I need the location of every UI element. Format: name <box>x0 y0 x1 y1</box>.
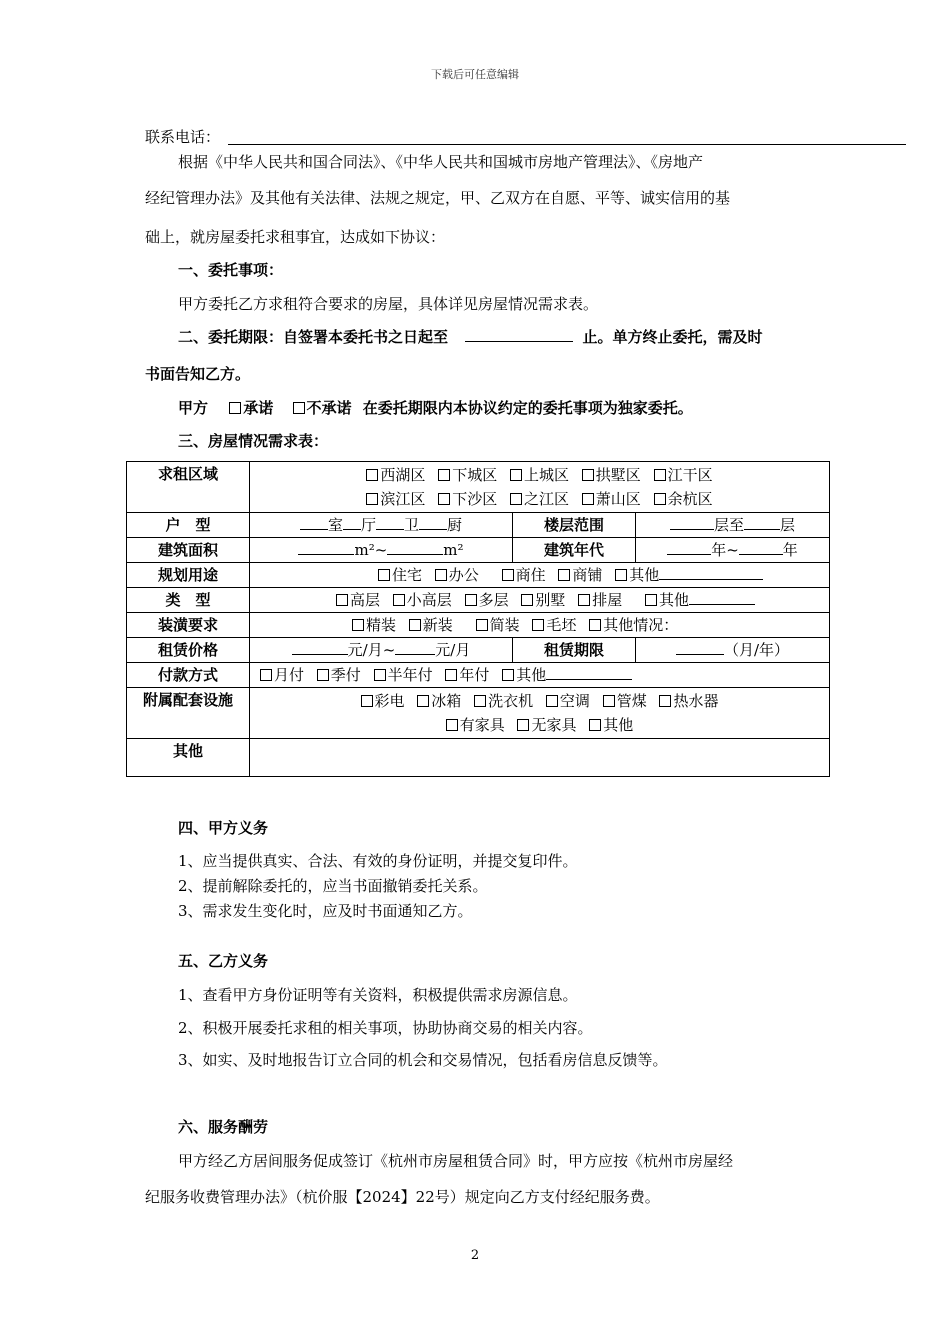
section-1-text: 甲方委托乙方求租符合要求的房屋，具体详见房屋情况需求表。 <box>178 295 599 313</box>
unit: 元/月 <box>435 641 471 659</box>
year-field[interactable] <box>636 538 830 563</box>
use-option[interactable] <box>378 563 422 587</box>
unit: 室 <box>327 516 343 534</box>
type-option[interactable] <box>336 588 380 612</box>
other-label: 其他 <box>127 739 250 777</box>
use-options <box>250 563 830 588</box>
option-label: 简装 <box>489 616 520 634</box>
requirement-table <box>126 461 830 777</box>
section-1-title: 一、委托事项： <box>178 261 284 279</box>
option-label: 西湖区 <box>380 466 426 484</box>
checkbox[interactable] <box>517 719 529 731</box>
option-label: 精装 <box>366 616 397 634</box>
promise-label: 承诺 <box>243 399 274 417</box>
option-label: 商铺 <box>572 566 603 584</box>
use-option[interactable] <box>435 563 479 587</box>
year-label: 建筑年代 <box>513 538 636 563</box>
checkbox-no-promise[interactable] <box>293 402 305 414</box>
facility-label: 附属配套设施 <box>127 688 250 739</box>
type-options <box>250 588 830 613</box>
checkbox[interactable] <box>435 569 447 581</box>
option-label: 有家具 <box>459 716 505 734</box>
option-label: 其他 <box>629 566 660 584</box>
checkbox[interactable] <box>361 695 373 707</box>
area-option[interactable] <box>654 487 713 511</box>
use-label: 规划用途 <box>127 563 250 588</box>
section-5-item-3: 3、如实、及时地报告订立合同的机会和交易情况，包括看房信息反馈等。 <box>178 1051 668 1069</box>
checkbox[interactable] <box>446 719 458 731</box>
type-option[interactable] <box>393 588 452 612</box>
checkbox[interactable] <box>654 493 666 505</box>
facility-options <box>250 688 830 739</box>
option-label: 别墅 <box>535 591 566 609</box>
option-label: 其他情况： <box>603 616 679 634</box>
deco-option[interactable] <box>352 613 396 637</box>
option-label: 余杭区 <box>667 490 713 508</box>
checkbox[interactable] <box>438 493 450 505</box>
checkbox[interactable] <box>546 695 558 707</box>
area-options <box>250 462 830 513</box>
checkbox[interactable] <box>582 493 594 505</box>
facility-option[interactable] <box>446 713 505 737</box>
other-field[interactable] <box>250 739 830 777</box>
checkbox[interactable] <box>465 594 477 606</box>
option-label: 商住 <box>515 566 546 584</box>
checkbox[interactable] <box>502 569 514 581</box>
option-label: 月付 <box>274 666 305 684</box>
checkbox[interactable] <box>317 669 329 681</box>
floor-label: 楼层范围 <box>513 513 636 538</box>
checkbox[interactable] <box>532 619 544 631</box>
page-number: 2 <box>470 1248 480 1263</box>
checkbox[interactable] <box>582 469 594 481</box>
checkbox[interactable] <box>502 669 514 681</box>
area-option[interactable] <box>582 487 641 511</box>
checkbox[interactable] <box>474 695 486 707</box>
exclusive-party: 甲方 <box>178 399 209 417</box>
option-label: 其他 <box>658 591 689 609</box>
pay-option[interactable] <box>374 663 433 687</box>
section-2-title-a: 二、委托期限：自签署本委托书之日起至 <box>178 328 449 346</box>
facility-option[interactable] <box>474 689 533 713</box>
floor-field[interactable] <box>636 513 830 538</box>
checkbox[interactable] <box>417 695 429 707</box>
area-option[interactable] <box>438 463 497 487</box>
type-label: 类 型 <box>127 588 250 613</box>
checkbox[interactable] <box>393 594 405 606</box>
pay-option[interactable] <box>445 663 489 687</box>
intro-line-1: 根据《中华人民共和国合同法》、《中华人民共和国城市房地产管理法》、《房地产 <box>178 153 704 171</box>
option-label: 其他 <box>516 666 547 684</box>
checkbox[interactable] <box>645 594 657 606</box>
checkbox[interactable] <box>589 619 601 631</box>
section-4-item-3: 3、需求发生变化时，应及时书面通知乙方。 <box>178 902 473 920</box>
checkbox[interactable] <box>589 719 601 731</box>
section-4-item-1: 1、应当提供真实、合法、有效的身份证明，并提交复印件。 <box>178 852 578 870</box>
checkbox[interactable] <box>438 469 450 481</box>
deco-option[interactable] <box>589 613 678 637</box>
checkbox[interactable] <box>521 594 533 606</box>
option-label: 季付 <box>330 666 361 684</box>
checkbox[interactable] <box>366 469 378 481</box>
area-option[interactable] <box>510 487 569 511</box>
option-label: 萧山区 <box>595 490 641 508</box>
facility-option[interactable] <box>659 689 718 713</box>
checkbox[interactable] <box>378 569 390 581</box>
type-option[interactable] <box>465 588 509 612</box>
unit: 厅 <box>360 516 376 534</box>
deco-options <box>250 613 830 638</box>
phone-label: 联系电话： <box>145 128 221 146</box>
type-option[interactable] <box>645 588 755 612</box>
pay-label: 付款方式 <box>127 663 250 688</box>
option-label: 之江区 <box>523 490 569 508</box>
unit: 卫 <box>404 516 420 534</box>
use-option[interactable] <box>615 563 763 587</box>
facility-option[interactable] <box>603 689 647 713</box>
option-label: 下沙区 <box>452 490 498 508</box>
deco-option[interactable] <box>476 613 520 637</box>
checkbox[interactable] <box>654 469 666 481</box>
size-field[interactable] <box>250 538 513 563</box>
unit: m²~ <box>354 541 388 559</box>
term-end-blank[interactable] <box>465 327 573 342</box>
area-option[interactable] <box>654 463 713 487</box>
checkbox[interactable] <box>445 669 457 681</box>
deco-label: 装潢要求 <box>127 613 250 638</box>
option-label: 新装 <box>422 616 453 634</box>
facility-option[interactable] <box>589 713 633 737</box>
type-option[interactable] <box>521 588 565 612</box>
unit: 层至 <box>713 516 744 534</box>
checkbox[interactable] <box>336 594 348 606</box>
phone-field-line[interactable] <box>228 144 906 145</box>
option-label: 住宅 <box>392 566 423 584</box>
checkbox[interactable] <box>476 619 488 631</box>
option-label: 热水器 <box>673 692 719 710</box>
price-field[interactable] <box>250 638 513 663</box>
option-label: 洗衣机 <box>488 692 534 710</box>
use-option[interactable] <box>558 563 602 587</box>
checkbox[interactable] <box>558 569 570 581</box>
pay-option[interactable] <box>260 663 304 687</box>
price-label: 租赁价格 <box>127 638 250 663</box>
checkbox[interactable] <box>352 619 364 631</box>
section-2-title-b: 止。单方终止委托，需及时 <box>582 328 763 346</box>
option-label: 彩电 <box>374 692 405 710</box>
deco-option[interactable] <box>532 613 576 637</box>
section-6-line-2: 纪服务收费管理办法》（杭价服【2024】22号）规定向乙方支付经纪服务费。 <box>145 1188 660 1206</box>
unit: 年~ <box>711 541 739 559</box>
facility-option[interactable] <box>546 689 590 713</box>
section-4-title: 四、甲方义务 <box>178 819 269 837</box>
size-label: 建筑面积 <box>127 538 250 563</box>
page-header: 下载后可任意编辑 <box>431 68 519 81</box>
pay-option[interactable] <box>317 663 361 687</box>
area-label: 求租区域 <box>127 462 250 513</box>
option-label: 年付 <box>459 666 490 684</box>
deco-option[interactable] <box>409 613 453 637</box>
option-label: 下城区 <box>452 466 498 484</box>
section-2-title-c: 书面告知乙方。 <box>145 365 251 383</box>
pay-options <box>250 663 830 688</box>
section-2-title <box>178 327 763 347</box>
section-4-item-2: 2、提前解除委托的，应当书面撤销委托关系。 <box>178 877 488 895</box>
term-field[interactable] <box>636 638 830 663</box>
unit: （月/年） <box>723 641 790 659</box>
facility-option[interactable] <box>517 713 576 737</box>
section-5-item-1: 1、查看甲方身份证明等有关资料，积极提供需求房源信息。 <box>178 986 578 1004</box>
section-6-line-1: 甲方经乙方居间服务促成签订《杭州市房屋租赁合同》时，甲方应按《杭州市房屋经 <box>178 1152 734 1170</box>
unit: 厨 <box>447 516 463 534</box>
intro-line-3: 础上，就房屋委托求租事宜，达成如下协议： <box>145 228 446 246</box>
option-label: 空调 <box>559 692 590 710</box>
unit: m² <box>443 541 464 559</box>
facility-option[interactable] <box>417 689 461 713</box>
option-label: 半年付 <box>387 666 433 684</box>
option-label: 冰箱 <box>431 692 462 710</box>
checkbox[interactable] <box>374 669 386 681</box>
area-option[interactable] <box>366 463 425 487</box>
checkbox[interactable] <box>615 569 627 581</box>
area-option[interactable] <box>366 487 425 511</box>
checkbox[interactable] <box>603 695 615 707</box>
checkbox[interactable] <box>510 469 522 481</box>
option-label: 高层 <box>350 591 381 609</box>
checkbox[interactable] <box>659 695 671 707</box>
type-option[interactable] <box>578 588 622 612</box>
use-option[interactable] <box>502 563 546 587</box>
term-label: 租赁期限 <box>513 638 636 663</box>
checkbox[interactable] <box>409 619 421 631</box>
intro-line-2: 经纪管理办法》及其他有关法律、法规之规定，甲、乙双方在自愿、平等、诚实信用的基 <box>145 189 731 207</box>
checkbox[interactable] <box>578 594 590 606</box>
option-label: 办公 <box>448 566 479 584</box>
section-3-title: 三、房屋情况需求表： <box>178 432 329 450</box>
section-5-item-2: 2、积极开展委托求租的相关事项，协助协商交易的相关内容。 <box>178 1019 593 1037</box>
option-label: 管煤 <box>616 692 647 710</box>
option-label: 多层 <box>478 591 509 609</box>
option-label: 其他 <box>603 716 634 734</box>
pay-option[interactable] <box>502 663 632 687</box>
exclusive-text: 在委托期限内本协议约定的委托事项为独家委托。 <box>362 399 693 417</box>
area-option[interactable] <box>582 463 641 487</box>
option-label: 排屋 <box>592 591 623 609</box>
area-option[interactable] <box>438 487 497 511</box>
option-label: 江干区 <box>667 466 713 484</box>
no-promise-label: 不承诺 <box>306 399 352 417</box>
option-label: 小高层 <box>406 591 452 609</box>
facility-option[interactable] <box>361 689 405 713</box>
section-5-title: 五、乙方义务 <box>178 952 269 970</box>
checkbox[interactable] <box>510 493 522 505</box>
unit: 年 <box>782 541 798 559</box>
exclusive-line <box>178 398 693 418</box>
area-option[interactable] <box>510 463 569 487</box>
layout-field[interactable] <box>250 513 513 538</box>
layout-label: 户 型 <box>127 513 250 538</box>
unit: 元/月~ <box>347 641 396 659</box>
option-label: 滨江区 <box>380 490 426 508</box>
option-label: 拱墅区 <box>595 466 641 484</box>
option-label: 无家具 <box>531 716 577 734</box>
checkbox-promise[interactable] <box>229 402 241 414</box>
option-label: 毛坯 <box>546 616 577 634</box>
option-label: 上城区 <box>523 466 569 484</box>
unit: 层 <box>780 516 796 534</box>
checkbox[interactable] <box>260 669 272 681</box>
section-6-title: 六、服务酬劳 <box>178 1118 269 1136</box>
checkbox[interactable] <box>366 493 378 505</box>
